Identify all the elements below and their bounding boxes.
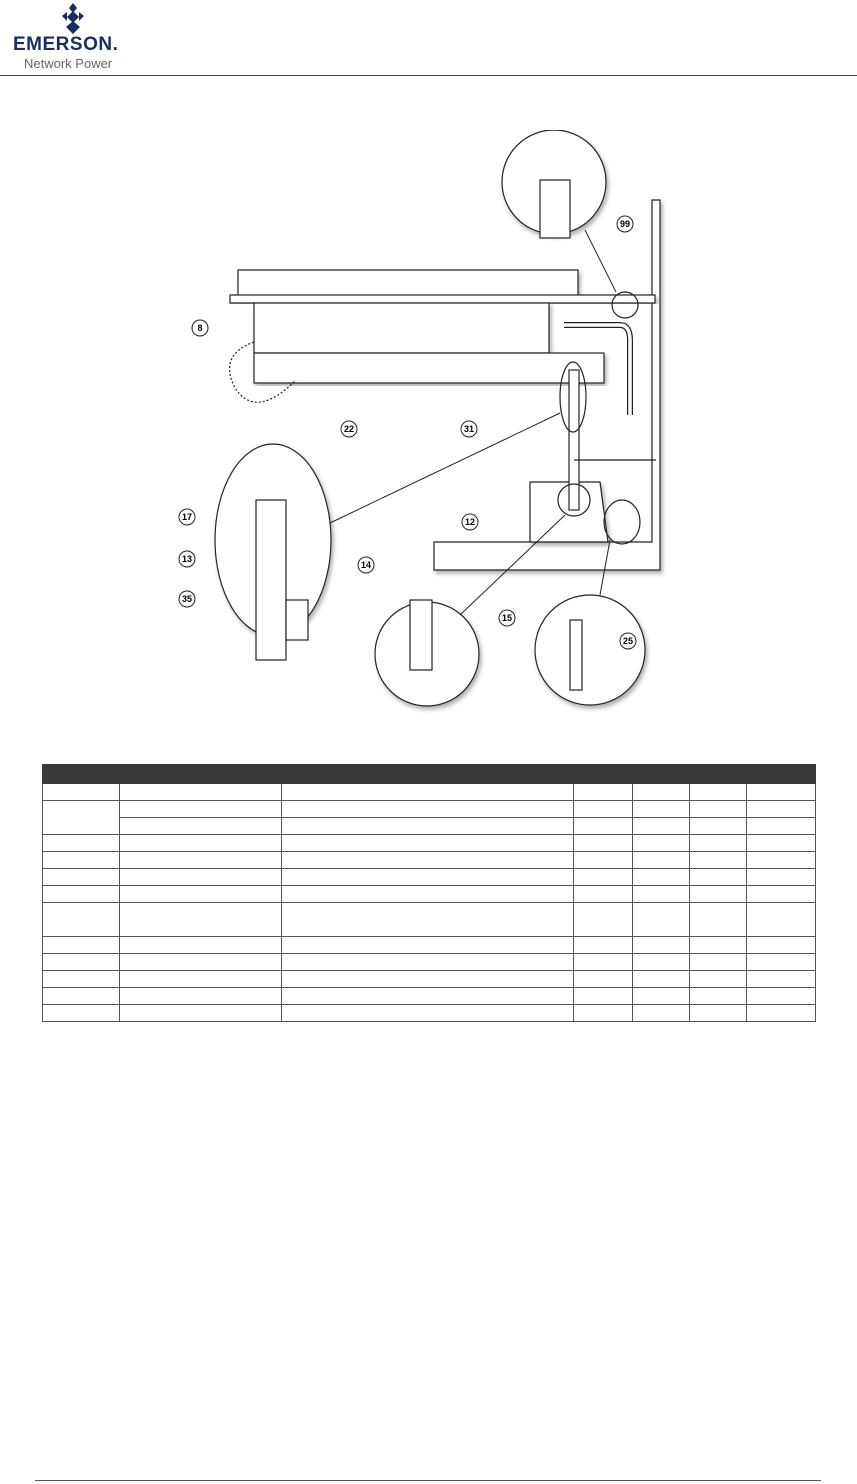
- callout-31-label: 31: [463, 424, 475, 434]
- table-row: [43, 852, 816, 869]
- callout-13: [179, 551, 195, 567]
- callout-17-label: 17: [181, 512, 193, 522]
- table-row: [43, 835, 816, 852]
- callout-17: [179, 509, 195, 525]
- table-header-row: [43, 765, 816, 784]
- callout-31: [461, 421, 477, 437]
- callout-14-label: 14: [360, 560, 372, 570]
- callout-8: [192, 320, 208, 336]
- table-header-cell: [690, 765, 747, 784]
- table-header-cell: [282, 765, 574, 784]
- callout-99-label: 99: [619, 219, 631, 229]
- callout-14: [358, 557, 374, 573]
- callout-13-label: 13: [181, 554, 193, 564]
- callout-35-label: 35: [181, 594, 193, 604]
- brand-name: EMERSON.: [13, 34, 119, 55]
- table-header-cell: [120, 765, 282, 784]
- table-row: [43, 801, 816, 818]
- table-row: [43, 784, 816, 801]
- table-row: [43, 886, 816, 903]
- callout-15: [499, 610, 515, 626]
- page-header: [0, 0, 857, 78]
- table-header-cell: [574, 765, 633, 784]
- callout-35: [179, 591, 195, 607]
- table-row: [43, 954, 816, 971]
- callout-25-label: 25: [622, 636, 634, 646]
- emerson-logo-icon: [58, 2, 88, 36]
- table-header-cell: [633, 765, 690, 784]
- callout-22: [341, 421, 357, 437]
- table-header-cell: [747, 765, 816, 784]
- footer-divider: [35, 1480, 821, 1481]
- brand-subtitle: Network Power: [24, 56, 113, 71]
- table-header-cell: [43, 765, 120, 784]
- callout-12-label: 12: [464, 517, 476, 527]
- callout-15-label: 15: [501, 613, 513, 623]
- callout-22-label: 22: [343, 424, 355, 434]
- callout-12: [462, 514, 478, 530]
- header-divider: [0, 75, 857, 76]
- table-row: [43, 869, 816, 886]
- callout-25: [620, 633, 636, 649]
- table-row: [43, 1005, 816, 1022]
- table-row: [43, 818, 816, 835]
- installation-diagram: [160, 130, 680, 720]
- table-row: [43, 971, 816, 988]
- parts-table: [42, 764, 816, 1022]
- callout-8-label: 8: [197, 323, 203, 333]
- table-row: [43, 988, 816, 1005]
- callout-99: [617, 216, 633, 232]
- table-row: [43, 937, 816, 954]
- table-row: [43, 903, 816, 937]
